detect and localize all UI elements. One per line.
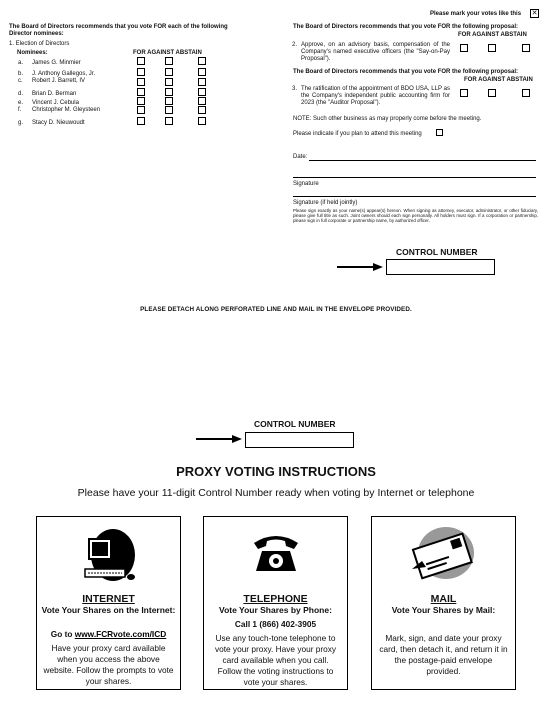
nominee-d-for-checkbox[interactable] bbox=[137, 88, 145, 96]
nominee-name: J. Anthony Gallegos, Jr. bbox=[32, 71, 96, 77]
nominee-name: Robert J. Barrett, IV bbox=[32, 78, 86, 84]
signature-joint-line[interactable] bbox=[293, 196, 536, 197]
goto-prefix: Go to bbox=[50, 629, 75, 639]
proposal-2-heading: The Board of Directors recommends that you vote FOR the following proposal: bbox=[293, 24, 519, 30]
nominee-g-for-checkbox[interactable] bbox=[137, 117, 145, 125]
proposal-2-text: Approve, on an advisory basis, compensation of the Company's named executive officers (the "Say-on-Pay Proposal"). bbox=[301, 42, 450, 62]
signature-label: Signature bbox=[293, 181, 319, 187]
mail-subtitle: Vote Your Shares by Mail: bbox=[391, 605, 496, 615]
telephone-title: TELEPHONE bbox=[243, 593, 308, 605]
proposal-3-for-checkbox[interactable] bbox=[460, 89, 468, 97]
control-number-box[interactable] bbox=[386, 259, 495, 275]
telephone-body: Use any touch-tone telephone to vote your proxy. Have your proxy card available when you call. Follow the voting instructions to vote your shares. bbox=[214, 633, 337, 687]
nominee-e-abstain-checkbox[interactable] bbox=[198, 97, 206, 105]
nominee-name: James G. Minmier bbox=[32, 60, 81, 66]
proposal-3-heading: The Board of Directors recommends that you vote FOR the following proposal: bbox=[293, 69, 519, 75]
nominee-b-for-checkbox[interactable] bbox=[137, 68, 145, 76]
mark-example-icon: ✕ bbox=[531, 10, 538, 17]
nominee-f-against-checkbox[interactable] bbox=[165, 106, 173, 114]
telephone-card bbox=[203, 516, 348, 690]
nominee-letter: f. bbox=[18, 107, 22, 113]
date-line[interactable] bbox=[309, 160, 536, 161]
nominee-a-for-checkbox[interactable] bbox=[137, 57, 145, 65]
nominee-letter: a. bbox=[18, 60, 24, 66]
date-label: Date: bbox=[293, 154, 308, 160]
control-number-box-lower[interactable] bbox=[245, 432, 354, 448]
nominee-name: Stacy D. Nieuwoudt bbox=[32, 120, 85, 126]
attend-meeting-checkbox[interactable] bbox=[436, 129, 443, 136]
proposal-3-abstain-checkbox[interactable] bbox=[522, 89, 530, 97]
proposal-3-column-headers: FOR AGAINST ABSTAIN bbox=[464, 77, 533, 83]
proposal-2-for-checkbox[interactable] bbox=[460, 44, 468, 52]
mail-body: Mark, sign, and date your proxy card, then detach it, and return it in the postage-paid envelope provided. bbox=[379, 633, 508, 676]
telephone-icon bbox=[252, 533, 300, 575]
control-number-label: CONTROL NUMBER bbox=[396, 247, 478, 257]
internet-subtitle: Vote Your Shares on the Internet: bbox=[41, 605, 176, 615]
instructions-subtitle: Please have your 11-digit Control Number ready when voting by Internet or telephone bbox=[77, 487, 475, 499]
signature-joint-label: Signature (if held jointly) bbox=[293, 200, 358, 206]
proposal-3-number: 3. bbox=[292, 86, 298, 92]
detach-instruction: PLEASE DETACH ALONG PERFORATED LINE AND MAIL IN THE ENVELOPE PROVIDED. bbox=[140, 306, 412, 313]
proposal-2-abstain-checkbox[interactable] bbox=[522, 44, 530, 52]
nominee-letter: c. bbox=[18, 78, 23, 84]
nominee-d-against-checkbox[interactable] bbox=[165, 88, 173, 96]
control-number-label-lower: CONTROL NUMBER bbox=[254, 419, 336, 429]
nominee-a-abstain-checkbox[interactable] bbox=[198, 57, 206, 65]
nominee-b-abstain-checkbox[interactable] bbox=[198, 68, 206, 76]
signing-instructions: Please sign exactly as your name(s) appear(s) hereon. When signing as attorney, executor, administrator, or other fiduciary, please give full title as such. Joint owners should each sign personally. All holders must sign. If a corporation or partnership, please sign in full corporate or partnership name, by authorized officer. bbox=[293, 208, 538, 224]
nominee-e-for-checkbox[interactable] bbox=[137, 97, 145, 105]
nominee-letter: d. bbox=[18, 91, 24, 97]
nominee-b-against-checkbox[interactable] bbox=[165, 68, 173, 76]
signature-line[interactable] bbox=[293, 177, 536, 178]
nominee-a-against-checkbox[interactable] bbox=[165, 57, 173, 65]
nominee-c-abstain-checkbox[interactable] bbox=[198, 78, 206, 86]
attend-meeting-label: Please indicate if you plan to attend this meeting bbox=[293, 131, 422, 137]
proposal-2-number: 2. bbox=[292, 42, 298, 48]
arrow-right-icon bbox=[196, 434, 242, 444]
mail-card bbox=[371, 516, 516, 690]
nominee-f-for-checkbox[interactable] bbox=[137, 106, 145, 114]
nominee-letter: b. bbox=[18, 71, 24, 77]
telephone-subtitle: Vote Your Shares by Phone: bbox=[219, 605, 332, 615]
directors-heading: The Board of Directors recommends that you vote FOR each of the following Director nominees: bbox=[9, 24, 228, 37]
nominee-f-abstain-checkbox[interactable] bbox=[198, 106, 206, 114]
mail-title: MAIL bbox=[430, 593, 457, 605]
proposal-2-column-headers: FOR AGAINST ABSTAIN bbox=[458, 32, 527, 38]
mark-votes-instruction: Please mark your votes like this bbox=[430, 11, 522, 17]
nominee-name: Vincent J. Cebula bbox=[32, 100, 79, 106]
nominee-g-abstain-checkbox[interactable] bbox=[198, 117, 206, 125]
telephone-number[interactable]: Call 1 (866) 402-3905 bbox=[234, 619, 317, 629]
nominee-d-abstain-checkbox[interactable] bbox=[198, 88, 206, 96]
instructions-title: PROXY VOTING INSTRUCTIONS bbox=[176, 464, 376, 479]
nominee-c-for-checkbox[interactable] bbox=[137, 78, 145, 86]
arrow-right-icon bbox=[337, 262, 383, 272]
internet-card bbox=[36, 516, 181, 690]
left-column-headers: FOR AGAINST ABSTAIN bbox=[133, 50, 202, 56]
nominee-e-against-checkbox[interactable] bbox=[165, 97, 173, 105]
nominee-letter: e. bbox=[18, 100, 24, 106]
nominees-label: Nominees: bbox=[17, 50, 48, 56]
election-item: 1. Election of Directors bbox=[9, 41, 70, 47]
mail-envelope-icon bbox=[408, 525, 478, 585]
nominee-c-against-checkbox[interactable] bbox=[165, 78, 173, 86]
nominee-letter: g. bbox=[18, 120, 24, 126]
internet-title: INTERNET bbox=[82, 593, 135, 605]
internet-voting-link[interactable]: www.FCRvote.com/ICD bbox=[74, 629, 167, 639]
proposal-3-text: The ratification of the appointment of BDO USA, LLP as the Company's independent public accounting firm for 2023 (the "Auditor Proposal"). bbox=[301, 86, 450, 106]
proposal-3-against-checkbox[interactable] bbox=[488, 89, 496, 97]
nominee-name: Christopher M. Gleysteen bbox=[32, 107, 101, 113]
proposal-2-against-checkbox[interactable] bbox=[488, 44, 496, 52]
internet-body: Have your proxy card available when you access the above website. Follow the prompts to vote your shares. bbox=[43, 643, 174, 686]
internet-goto bbox=[43, 629, 174, 640]
nominee-g-against-checkbox[interactable] bbox=[165, 117, 173, 125]
note-text: NOTE: Such other business as may properly come before the meeting. bbox=[293, 116, 482, 122]
nominee-name: Brian D. Berman bbox=[32, 91, 77, 97]
computer-icon bbox=[79, 527, 139, 587]
